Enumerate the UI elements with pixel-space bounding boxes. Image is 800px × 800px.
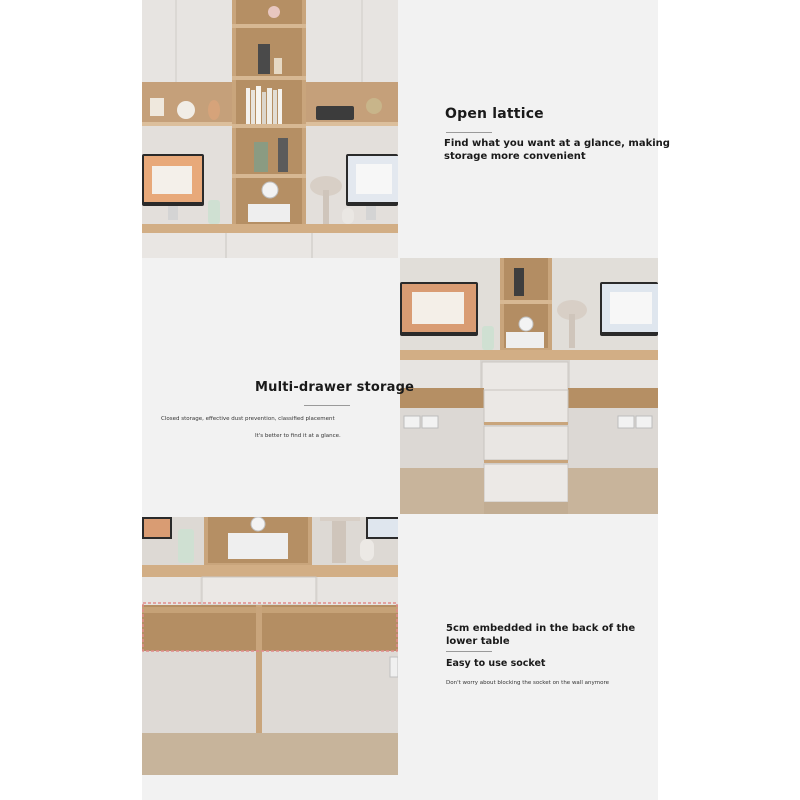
section-3-detail: Don't worry about blocking the socket on the wall anymore (446, 680, 609, 686)
section-3-divider (446, 651, 492, 652)
lattice-photo (142, 0, 398, 258)
section-1-divider (446, 132, 492, 133)
embedded-back-photo (142, 517, 398, 775)
section-3-title-line-1: 5cm embedded in the back of the (446, 623, 636, 634)
section-1-desc-line-2: storage more convenient (444, 151, 586, 162)
section-3-subtitle: Easy to use socket (446, 658, 546, 669)
drawer-photo (400, 258, 658, 514)
section-1-desc-line-1: Find what you want at a glance, making (444, 138, 670, 149)
section-2-detail-line-1: Closed storage, effective dust prevention, classified placement (161, 416, 335, 422)
section-3-title-line-2: lower table (446, 636, 510, 647)
section-2-detail-line-2: It's better to find it at a glance. (255, 433, 341, 439)
section-2-divider (304, 405, 350, 406)
section-1-title: Open lattice (445, 106, 544, 122)
section-2-title: Multi-drawer storage (255, 380, 415, 395)
